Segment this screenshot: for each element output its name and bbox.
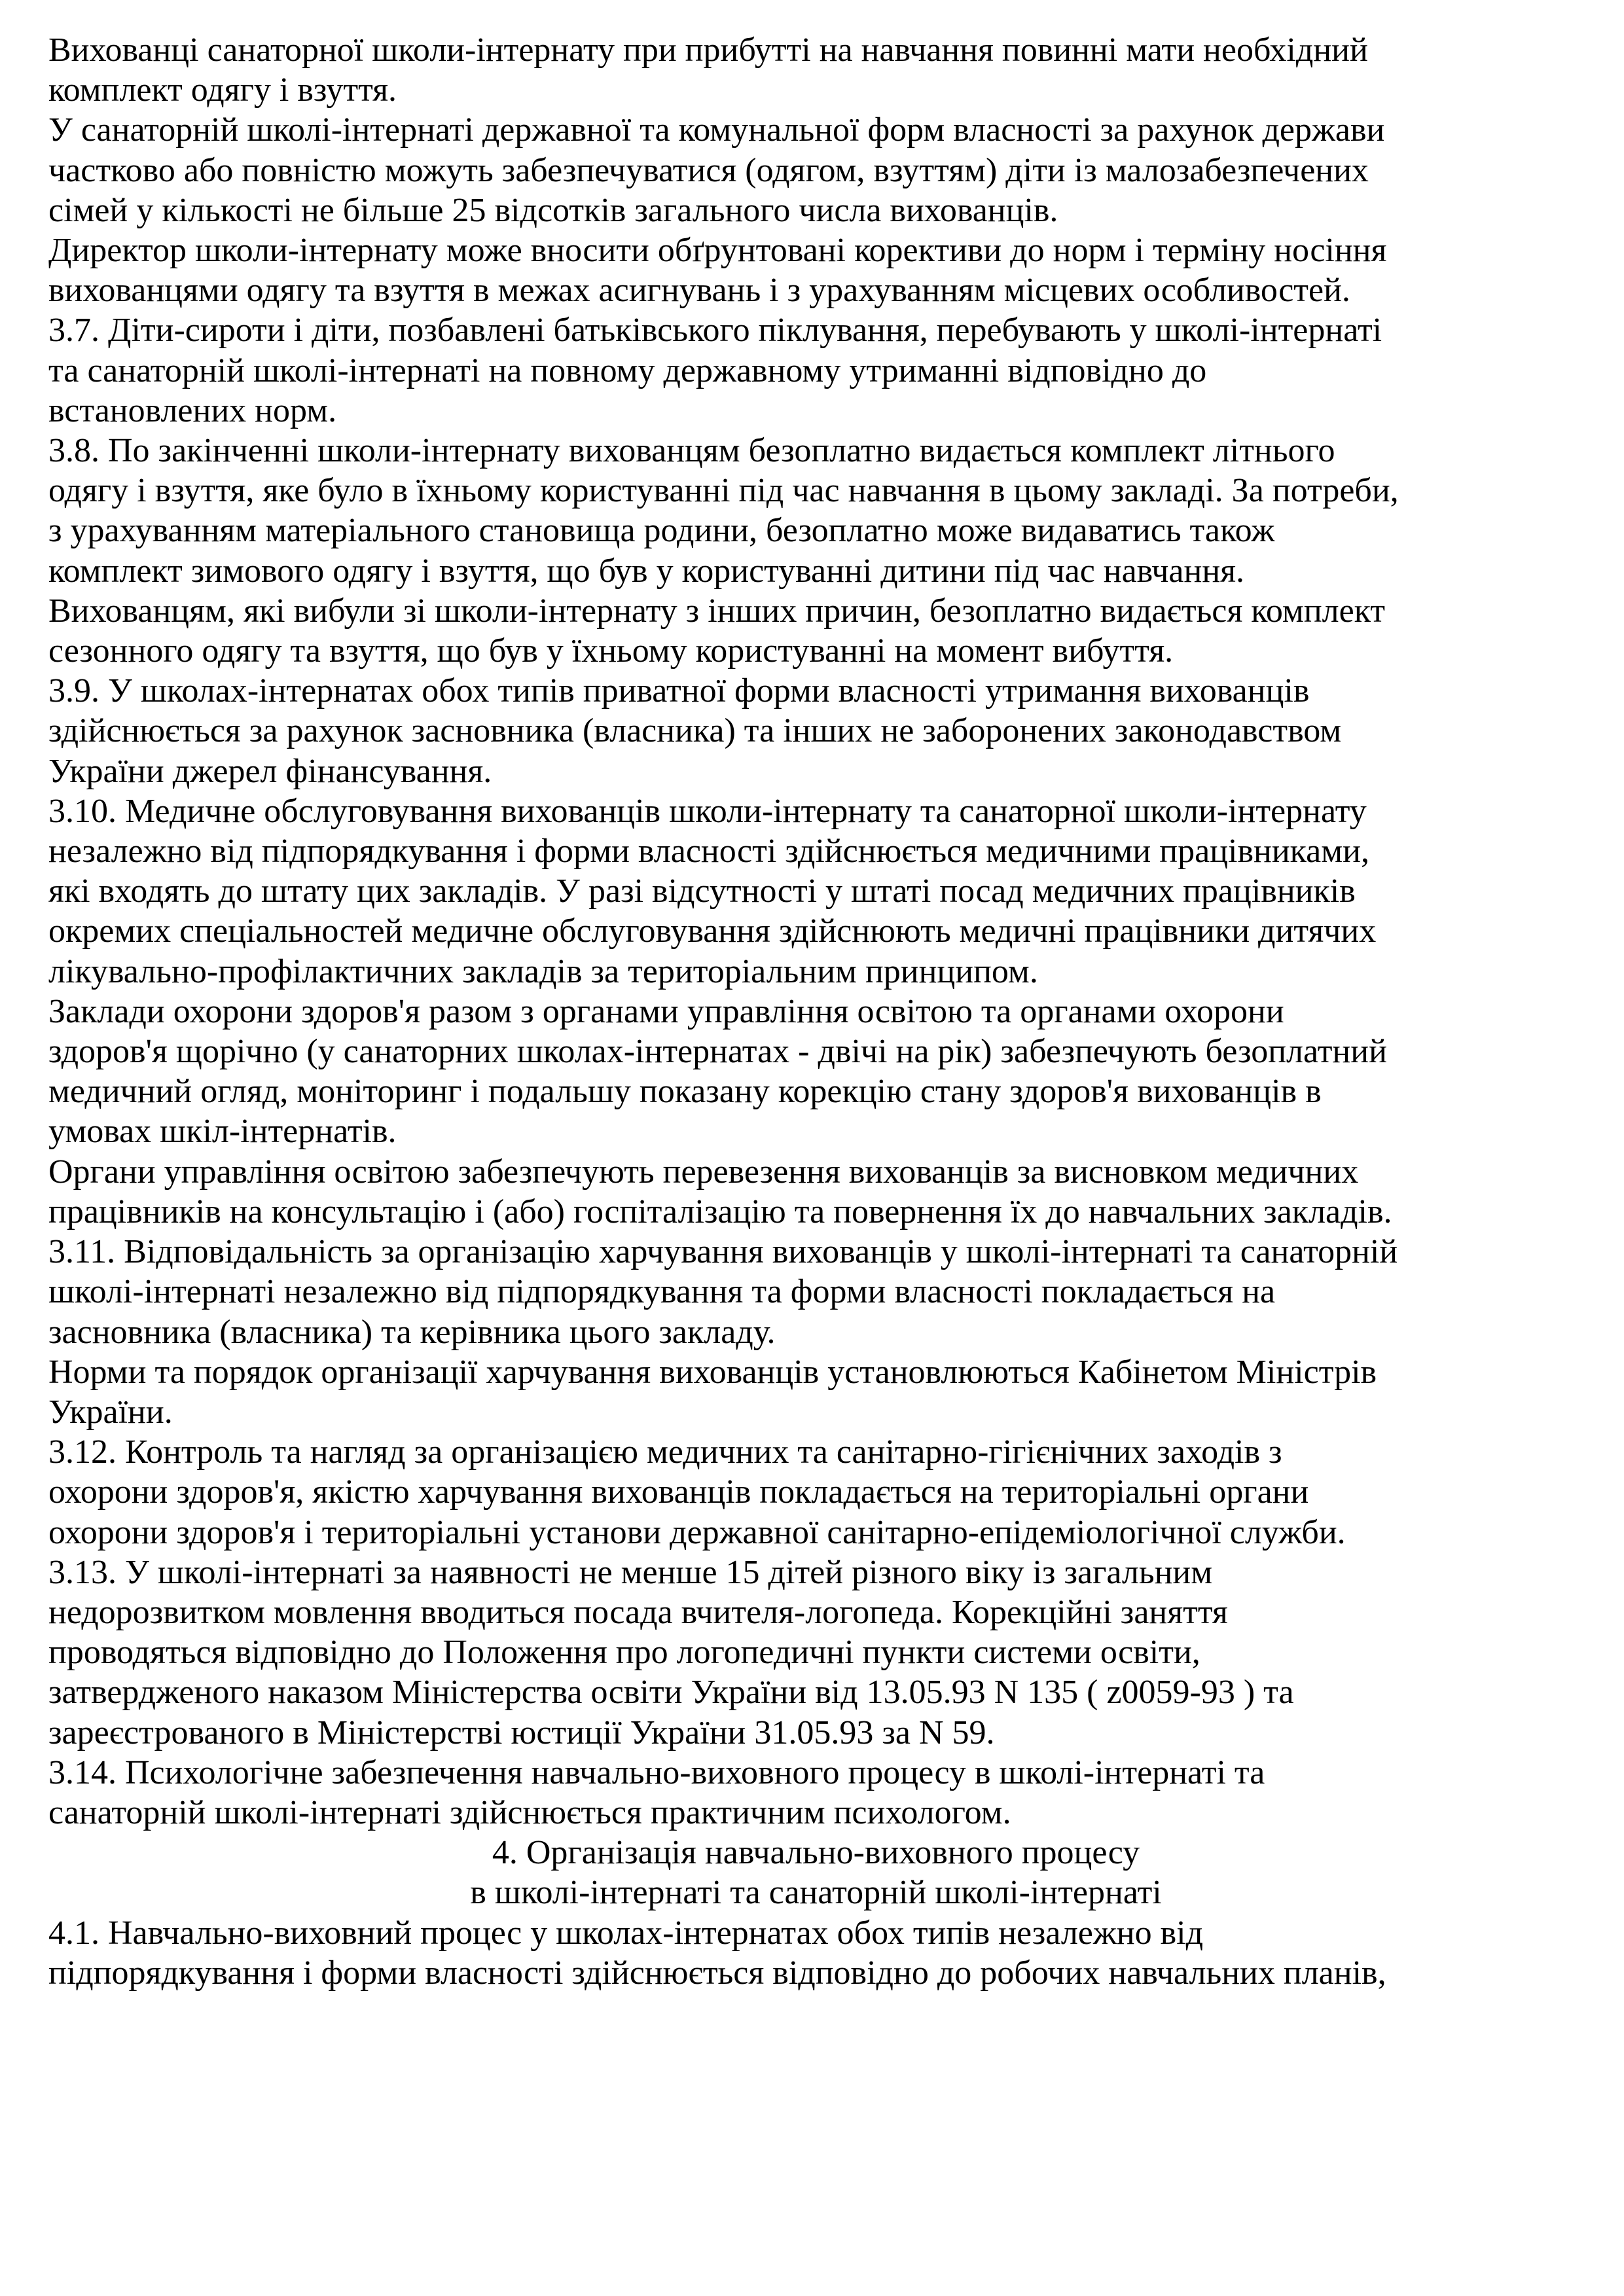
text-line: медичний огляд, моніторинг і подальшу показану корекцію стану здоров'я вихованців в — [48, 1073, 1322, 1111]
text-line: недорозвитком мовлення вводиться посада вчителя-логопеда. Корекційні заняття — [48, 1593, 1228, 1631]
text-line: 3.14. Психологічне забезпечення навчально-виховного процесу в школі-інтернаті та — [48, 1753, 1265, 1791]
text-line: засновника (власника) та керівника цього закладу. — [48, 1313, 776, 1351]
text-line: Заклади охорони здоров'я разом з органами управління освітою та органами охорони — [48, 992, 1284, 1030]
text-line: лікувально-профілактичних закладів за територіальним принципом. — [48, 952, 1038, 990]
paragraph-p12 — [48, 1352, 1583, 1432]
text-line: частково або повністю можуть забезпечуватися (одягом, взуттям) діти із малозабезпечених — [48, 151, 1369, 189]
text-line: з урахуванням матеріального становища родини, безоплатно може видаватись також — [48, 512, 1275, 550]
heading-line: в школі-інтернаті та санаторній школі-інтернаті — [470, 1874, 1162, 1912]
text-line: Директор школи-інтернату може вносити обґрунтовані корективи до норм і терміну носіння — [48, 232, 1387, 270]
paragraph-p13 — [48, 1432, 1583, 1552]
text-line: 3.13. У школі-інтернаті за наявності не менше 15 дітей різного віку із загальним — [48, 1553, 1213, 1591]
text-line: У санаторній школі-інтернаті державної та комунальної форм власності за рахунок держави — [48, 111, 1385, 149]
text-line: зареєстрованого в Міністерстві юстиції України 31.05.93 за N 59. — [48, 1713, 995, 1751]
text-line: підпорядкування і форми власності здійснюється відповідно до робочих навчальних планів, — [48, 1954, 1386, 1992]
paragraph-p10 — [48, 1152, 1583, 1232]
text-line: встановлених норм. — [48, 391, 337, 429]
text-line: та санаторній школі-інтернаті на повному державному утриманні відповідно до — [48, 351, 1207, 389]
text-line: комплект одягу і взуття. — [48, 71, 397, 109]
text-line: 3.8. По закінченні школи-інтернату вихованцям безоплатно видається комплект літнього — [48, 432, 1335, 470]
paragraph-p7 — [48, 671, 1583, 791]
paragraph-p14 — [48, 1552, 1583, 1753]
text-line: здоров'я щорічно (у санаторних школах-інтернатах - двічі на рік) забезпечують безоплатний — [48, 1033, 1387, 1071]
text-line: умовах шкіл-інтернатів. — [48, 1113, 397, 1151]
paragraph-p9 — [48, 992, 1583, 1152]
text-line: сезонного одягу та взуття, що був у їхньому користуванні на момент вибуття. — [48, 632, 1174, 670]
text-line: комплект зимового одягу і взуття, що був у користуванні дитини під час навчання. — [48, 552, 1245, 590]
text-line: 3.10. Медичне обслуговування вихованців школи-інтернату та санаторної школи-інтернату — [48, 792, 1367, 830]
text-line: затвердженого наказом Міністерства освіти України від 13.05.93 N 135 ( z0059-93 ) та — [48, 1674, 1294, 1712]
paragraph-p1 — [48, 30, 1583, 110]
text-line: незалежно від підпорядкування і форми власності здійснюється медичними працівниками, — [48, 833, 1369, 870]
text-line: школі-інтернаті незалежно від підпорядкування та форми власності покладається на — [48, 1273, 1276, 1311]
text-line: 4.1. Навчально-виховний процес у школах-інтернатах обох типів незалежно від — [48, 1914, 1204, 1952]
text-line: охорони здоров'я, якістю харчування вихованців покладається на територіальні органи — [48, 1473, 1309, 1511]
paragraph-p3 — [48, 230, 1583, 310]
paragraph-p6 — [48, 591, 1583, 671]
text-line: 3.12. Контроль та нагляд за організацією медичних та санітарно-гігієнічних заходів з — [48, 1433, 1282, 1471]
text-line: одягу і взуття, яке було в їхньому користуванні під час навчання в цьому закладі. За потреби, — [48, 472, 1399, 510]
text-line: окремих спеціальностей медичне обслуговування здійснюють медичні працівники дитячих — [48, 912, 1377, 950]
text-line: Вихованцям, які вибули зі школи-інтернату з інших причин, безоплатно видається комплект — [48, 592, 1385, 630]
text-line: 3.7. Діти-сироти і діти, позбавлені батьківського піклування, перебувають у школі-інтернаті — [48, 312, 1382, 350]
paragraph-p11 — [48, 1232, 1583, 1352]
text-line: вихованцями одягу та взуття в межах асигнувань і з урахуванням місцевих особливостей. — [48, 272, 1350, 310]
text-line: України джерел фінансування. — [48, 752, 492, 790]
text-line: охорони здоров'я і територіальні установи державної санітарно-епідеміологічної служби. — [48, 1513, 1346, 1551]
paragraph-p5 — [48, 431, 1583, 591]
text-line: Вихованці санаторної школи-інтернату при прибутті на навчання повинні мати необхідний — [48, 31, 1368, 69]
paragraph-p8 — [48, 791, 1583, 992]
section-heading — [48, 1833, 1583, 1912]
text-line: працівників на консультацію і (або) госпіталізацію та повернення їх до навчальних закладів. — [48, 1193, 1392, 1230]
paragraph-p2 — [48, 110, 1583, 230]
text-line: України. — [48, 1393, 173, 1431]
paragraph-p4 — [48, 310, 1583, 431]
paragraph-p16 — [48, 1913, 1583, 1993]
text-line: Норми та порядок організації харчування вихованців установлюються Кабінетом Міністрів — [48, 1353, 1377, 1391]
text-line: сімей у кількості не більше 25 відсотків загального числа вихованців. — [48, 191, 1058, 229]
heading-line: 4. Організація навчально-виховного процесу — [492, 1834, 1140, 1872]
text-line: здійснюється за рахунок засновника (власника) та інших не заборонених законодавством — [48, 712, 1342, 750]
text-line: санаторній школі-інтернаті здійснюється практичним психологом. — [48, 1793, 1011, 1831]
paragraph-p15 — [48, 1753, 1583, 1833]
document-page — [48, 30, 1583, 1993]
text-line: проводяться відповідно до Положення про логопедичні пункти системи освіти, — [48, 1634, 1200, 1672]
text-line: 3.11. Відповідальність за організацію харчування вихованців у школі-інтернаті та санаторній — [48, 1233, 1398, 1271]
text-line: Органи управління освітою забезпечують перевезення вихованців за висновком медичних — [48, 1153, 1359, 1191]
text-line: які входять до штату цих закладів. У разі відсутності у штаті посад медичних працівників — [48, 872, 1356, 910]
text-line: 3.9. У школах-інтернатах обох типів приватної форми власності утримання вихованців — [48, 672, 1310, 710]
